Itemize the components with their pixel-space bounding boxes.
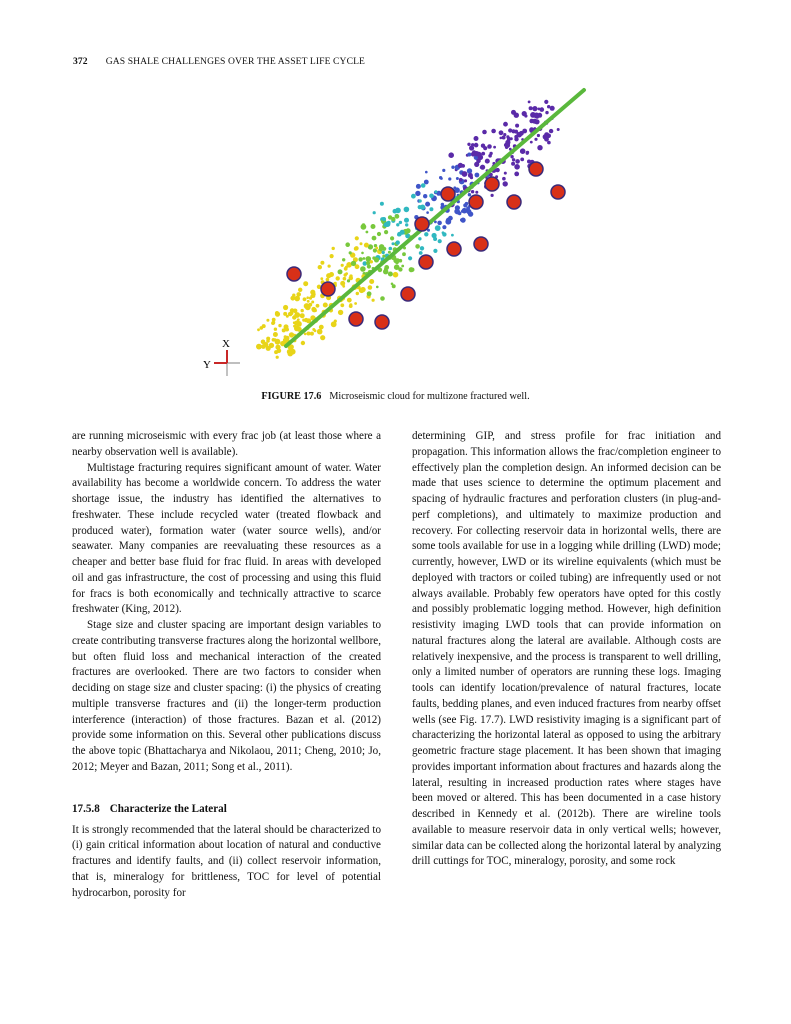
microseismic-event <box>519 131 524 136</box>
microseismic-event <box>401 265 404 268</box>
microseismic-event <box>370 260 373 263</box>
microseismic-event <box>391 217 395 221</box>
microseismic-event <box>304 333 307 336</box>
microseismic-event <box>342 258 345 261</box>
microseismic-event <box>356 292 359 295</box>
microseismic-event <box>396 223 399 226</box>
microseismic-event <box>277 349 282 354</box>
microseismic-event <box>355 264 360 269</box>
microseismic-event <box>398 267 402 271</box>
microseismic-event <box>397 233 400 236</box>
microseismic-event <box>480 165 485 170</box>
microseismic-figure <box>196 84 596 384</box>
microseismic-event <box>540 107 545 112</box>
microseismic-event <box>278 324 281 327</box>
paragraph: determining GIP, and stress profile for frac initiation and propagation. This information allows the frac/completion engineer to effectively plan the completion design. An informed decision can be made that uses science to determine the optimum placement and spacing of hydraulic fractures and perforation clusters (in plug-and-perf completions), and ultimately to maximize production and recovery. For collecting reservoir data in horizontal wells, there are some tools available for use in a logging while drilling (LWD) mode; currently, however, LWD or its wireline equivalents (which must be deployed with tractors or coiled tubing) are infrequently used or not always available. Probably few operators have opted for this costly and possibly problematic logging method. However, high definition resistivity imaging LWD tools that can provide information on natural fractures along the lateral are available. Although costs are relatively inexpensive, and the process is transparent to well drilling, only a limited number of operators are running these logs. Imaging tools can identify location/prevalence of natural fractures, locate faults, bedding planes, and even induced fractures from nearby offset wells (see Fig. 17.7). LWD resistivity imaging is a significant part of characterizing the horizontal lateral as opposed to using the arbitrary geometric fracture stage placement. It has been shown that imaging provides important information about fractures and hazards along the lateral, resulting in increased production rates where stages have been moved or altered. This has been documented in a case history described in Kennedy et al. (2012b). There are wireline tools available to measure reservoir data in only vertical wells; however, similar data can be collected along the horizontal lateral by analyzing drill cuttings for TOC, mineralogy, porosity, and some rock <box>412 430 721 868</box>
microseismic-event <box>421 183 426 188</box>
microseismic-event <box>460 218 463 221</box>
microseismic-event <box>323 303 328 308</box>
section-title: Characterize the Lateral <box>109 802 227 815</box>
microseismic-event <box>389 247 393 251</box>
microseismic-event <box>382 217 386 221</box>
microseismic-event <box>256 344 262 350</box>
frac-stage-marker <box>447 242 461 256</box>
paragraph: are running microseismic with every frac job (at least those where a nearby observation well is available). <box>72 430 381 458</box>
microseismic-event <box>420 246 424 250</box>
microseismic-event <box>318 265 322 269</box>
microseismic-event <box>276 356 279 359</box>
microseismic-event <box>360 242 363 245</box>
microseismic-event <box>468 193 471 196</box>
microseismic-event <box>311 301 314 304</box>
microseismic-event <box>347 279 350 282</box>
microseismic-event <box>502 177 506 181</box>
microseismic-event <box>384 222 388 226</box>
microseismic-event <box>451 234 454 237</box>
microseismic-event <box>293 321 296 324</box>
microseismic-event <box>466 209 471 214</box>
microseismic-event <box>448 216 453 221</box>
microseismic-event <box>471 143 474 146</box>
left-column <box>72 429 381 901</box>
microseismic-event <box>395 208 401 214</box>
microseismic-event <box>316 304 320 308</box>
microseismic-event <box>418 237 421 240</box>
microseismic-event <box>485 159 490 164</box>
microseismic-event <box>532 106 537 111</box>
microseismic-event <box>360 266 366 272</box>
running-title: GAS SHALE CHALLENGES OVER THE ASSET LIFE CYCLE <box>105 56 365 67</box>
microseismic-event <box>461 164 465 168</box>
microseismic-event <box>311 307 316 312</box>
microseismic-event <box>257 328 260 331</box>
microseismic-event <box>282 328 286 332</box>
microseismic-event <box>433 237 437 241</box>
microseismic-event <box>310 290 315 295</box>
microseismic-event <box>514 135 518 139</box>
microseismic-event <box>345 266 348 269</box>
microseismic-event <box>393 272 399 278</box>
microseismic-event <box>288 312 293 317</box>
microseismic-event <box>332 247 335 250</box>
microseismic-event <box>483 146 487 150</box>
microseismic-event <box>530 141 533 144</box>
microseismic-event <box>390 236 394 240</box>
microseismic-event <box>382 255 385 258</box>
microseismic-event <box>382 251 385 254</box>
microseismic-event <box>534 138 537 141</box>
microseismic-event <box>503 133 506 136</box>
microseismic-event <box>537 134 540 137</box>
microseismic-event <box>504 172 507 175</box>
microseismic-event <box>424 180 429 185</box>
microseismic-event <box>475 191 478 194</box>
microseismic-event <box>377 232 381 236</box>
microseismic-event <box>537 145 542 150</box>
microseismic-event <box>319 325 324 330</box>
microseismic-event <box>320 261 324 265</box>
microseismic-event <box>510 155 513 158</box>
microseismic-event <box>474 136 479 141</box>
frac-stage-marker <box>415 217 429 231</box>
microseismic-event <box>367 264 371 268</box>
microseismic-event <box>505 142 511 148</box>
microseismic-event <box>320 277 323 280</box>
microseismic-event <box>426 211 429 214</box>
microseismic-event <box>514 172 519 177</box>
microseismic-event <box>349 251 352 254</box>
microseismic-event <box>400 230 405 235</box>
horizontal-wellbore <box>286 90 584 346</box>
microseismic-event <box>526 152 529 155</box>
microseismic-event <box>309 297 312 300</box>
microseismic-event <box>340 281 345 286</box>
microseismic-event <box>289 332 294 337</box>
microseismic-event <box>545 111 548 114</box>
microseismic-event <box>263 342 268 347</box>
microseismic-event <box>307 332 311 336</box>
paragraph: Stage size and cluster spacing are important design variables to create contributing transverse fractures along the horizontal wellbore, but often fluid loss and mechanical interaction of the created fractures are overlooked. There are two factors to consider when deciding on stage size and cluster spacing: (i) the physics of creating multiple transverse fractures and (ii) the longer-term production interference (interaction) of those fractures. Bazan et al. (2012) provide some information on this. Several other publications discuss the above topic (Bhattacharya and Nikolaou, 2011; Cheng, 2010; Jo, 2012; Meyer and Bazan, 2011; Song et al., 2011). <box>72 619 381 773</box>
microseismic-event <box>439 176 442 179</box>
microseismic-event <box>298 288 302 292</box>
microseismic-event <box>438 239 442 243</box>
microseismic-event <box>459 178 463 182</box>
microseismic-event <box>399 221 402 224</box>
microseismic-event <box>514 164 520 170</box>
microseismic-event <box>330 254 334 258</box>
microseismic-event <box>374 257 379 262</box>
microseismic-event <box>275 311 279 315</box>
axis-x-label: X <box>222 338 230 350</box>
microseismic-event <box>416 184 421 189</box>
microseismic-event <box>420 205 425 210</box>
microseismic-event <box>464 179 467 182</box>
microseismic-event <box>511 162 515 166</box>
paragraph: Multistage fracturing requires significant amount of water. Water availability has become a worldwide concern. To address the water shortage issue, the industry has identified the alternatives to freshwater. These include recycled water (treated flowback and produced water), formation water (water source wells), and/or seawater. Many companies are reevaluating these resources as a cheaper and better base fluid for frac fluid. In areas with developed oil and gas infrastructure, the cost of processing and using this fluid for fracs is both economically and technically attractive to scarce freshwater (King, 2012). <box>72 461 381 616</box>
frac-stage-marker <box>485 177 499 191</box>
microseismic-event <box>272 338 276 342</box>
microseismic-event <box>283 305 288 310</box>
microseismic-event <box>419 251 423 255</box>
section-number: 17.5.8 <box>72 802 100 815</box>
microseismic-event <box>372 236 377 241</box>
microseismic-event <box>454 209 460 215</box>
frac-stage-marker <box>469 195 483 209</box>
microseismic-event <box>456 177 459 180</box>
microseismic-event <box>345 272 348 275</box>
microseismic-event <box>307 300 310 303</box>
microseismic-event <box>503 181 508 186</box>
microseismic-event <box>320 335 325 340</box>
microseismic-event <box>343 277 347 281</box>
running-header <box>73 56 365 67</box>
microseismic-event <box>488 154 492 158</box>
microseismic-event <box>402 252 406 256</box>
microseismic-event <box>425 202 430 207</box>
microseismic-event <box>557 128 560 131</box>
microseismic-event <box>424 232 428 236</box>
microseismic-event <box>305 304 311 310</box>
frac-stage-marker <box>349 312 363 326</box>
figure-caption-text: Microseismic cloud for multizone fractured well. <box>329 391 530 402</box>
axis-triad <box>203 338 240 376</box>
microseismic-event <box>434 190 437 193</box>
microseismic-event <box>470 176 473 179</box>
microseismic-event <box>361 252 364 255</box>
microseismic-event <box>391 283 394 286</box>
microseismic-event <box>349 303 352 306</box>
microseismic-event <box>493 146 496 149</box>
figure-label: FIGURE 17.6 <box>261 391 322 402</box>
microseismic-event <box>435 225 441 231</box>
microseismic-event <box>433 249 437 253</box>
microseismic-event <box>451 166 454 169</box>
frac-stage-marker <box>401 287 415 301</box>
microseismic-event <box>467 153 471 157</box>
microseismic-event <box>272 318 276 322</box>
microseismic-event <box>375 247 378 250</box>
microseismic-event <box>340 303 344 307</box>
microseismic-event <box>380 202 384 206</box>
microseismic-event <box>300 313 305 318</box>
microseismic-event <box>448 152 454 158</box>
microseismic-event <box>528 101 531 104</box>
microseismic-event <box>363 257 366 260</box>
section-heading <box>72 801 381 817</box>
microseismic-event <box>481 152 485 156</box>
microseismic-event <box>338 269 343 274</box>
microseismic-event <box>520 158 524 162</box>
microseismic-event <box>384 265 389 270</box>
microseismic-event <box>533 119 538 124</box>
axis-y-label: Y <box>203 359 211 371</box>
microseismic-event <box>476 159 481 164</box>
microseismic-event <box>529 106 533 110</box>
frac-stage-marker <box>375 315 389 329</box>
microseismic-event <box>336 276 340 280</box>
microseismic-event <box>303 281 308 286</box>
microseismic-event <box>429 207 433 211</box>
microseismic-event <box>410 268 414 272</box>
microseismic-event <box>425 171 428 174</box>
microseismic-event <box>515 124 519 128</box>
paragraph: It is strongly recommended that the lateral should be characterized to (i) gain critical information about location of natural and conductive fractures and identify faults, and (ii) collect reservoir information, that is, mineralogy for brittleness, TOC for level of potential hydrocarbon, porosity for <box>72 823 381 899</box>
microseismic-event <box>396 240 400 244</box>
microseismic-event <box>520 148 526 154</box>
microseismic-event <box>437 221 442 226</box>
microseismic-event <box>331 321 337 327</box>
microseismic-event <box>487 144 492 149</box>
microseismic-event <box>442 232 446 236</box>
microseismic-event <box>467 143 470 146</box>
page-number: 372 <box>73 56 88 67</box>
microseismic-event <box>368 285 373 290</box>
frac-stage-marker <box>529 162 543 176</box>
microseismic-event <box>491 194 494 197</box>
microseismic-event <box>281 342 284 345</box>
microseismic-event <box>273 332 278 337</box>
microseismic-event <box>366 231 369 234</box>
frac-stage-marker <box>321 282 335 296</box>
microseismic-event <box>345 242 350 247</box>
microseismic-event <box>306 296 309 299</box>
microseismic-event <box>317 329 323 335</box>
microseismic-event <box>395 214 400 219</box>
microseismic-event <box>372 299 375 302</box>
microseismic-event <box>295 298 298 301</box>
microseismic-event <box>442 169 445 172</box>
microseismic-event <box>260 326 264 330</box>
microseismic-event <box>288 351 293 356</box>
microseismic-event <box>376 286 379 289</box>
microseismic-event <box>442 225 446 229</box>
frac-stage-marker <box>507 195 521 209</box>
microseismic-event <box>371 224 376 229</box>
microseismic-event <box>367 291 372 296</box>
microseismic-event <box>379 247 383 251</box>
microseismic-event <box>338 310 343 315</box>
microseismic-event <box>358 257 362 261</box>
microseismic-event <box>408 256 412 260</box>
microseismic-event <box>547 141 551 145</box>
microseismic-event <box>404 207 410 213</box>
microseismic-event <box>404 218 409 223</box>
microseismic-event <box>380 296 385 301</box>
microseismic-event <box>388 272 393 277</box>
microseismic-event <box>312 328 315 331</box>
frac-stage-marker <box>474 237 488 251</box>
microseismic-event <box>303 297 307 301</box>
microseismic-event <box>326 278 330 282</box>
microseismic-event <box>310 332 314 336</box>
microseismic-event <box>423 194 427 198</box>
microseismic-event <box>347 298 352 303</box>
microseismic-event <box>304 318 308 322</box>
microseismic-event <box>328 265 331 268</box>
frac-stage-marker <box>441 187 455 201</box>
microseismic-event <box>405 223 408 226</box>
microseismic-event <box>290 296 295 301</box>
microseismic-event <box>415 244 420 249</box>
microseismic-event <box>471 190 474 193</box>
microseismic-event <box>415 191 420 196</box>
microseismic-event <box>360 287 365 292</box>
microseismic-event <box>467 168 472 173</box>
microseismic-event <box>411 194 416 199</box>
microseismic-event <box>499 130 504 135</box>
microseismic-event <box>341 264 344 267</box>
microseismic-event <box>546 134 551 139</box>
microseismic-event <box>482 130 487 135</box>
microseismic-event <box>544 100 548 104</box>
microseismic-event <box>429 194 434 199</box>
frac-stage-marker <box>551 185 565 199</box>
microseismic-event <box>399 259 403 263</box>
microseismic-event <box>550 106 555 111</box>
microseismic-event <box>373 211 376 214</box>
microseismic-event <box>293 309 298 314</box>
figure-caption <box>0 391 791 402</box>
microseismic-event <box>448 177 451 180</box>
frac-stage-marker <box>287 267 301 281</box>
microseismic-event <box>514 130 518 134</box>
microseismic-events <box>256 100 560 359</box>
microseismic-plot <box>196 84 596 384</box>
microseismic-event <box>507 137 511 141</box>
microseismic-event <box>369 279 374 284</box>
microseismic-event <box>463 203 467 207</box>
microseismic-event <box>274 328 277 331</box>
microseismic-event <box>269 343 274 348</box>
microseismic-event <box>354 302 357 305</box>
microseismic-event <box>474 143 479 148</box>
microseismic-event <box>503 122 508 127</box>
microseismic-event <box>515 159 520 164</box>
microseismic-event <box>522 111 527 116</box>
microseismic-event <box>362 223 365 226</box>
microseismic-event <box>384 230 388 234</box>
microseismic-event <box>301 341 305 345</box>
microseismic-event <box>364 243 369 248</box>
microseismic-event <box>475 173 480 178</box>
microseismic-event <box>514 113 519 118</box>
microseismic-event <box>474 151 479 156</box>
microseismic-event <box>393 258 398 263</box>
microseismic-event <box>462 171 468 177</box>
frac-stage-markers <box>287 162 565 329</box>
microseismic-event <box>326 273 331 278</box>
microseismic-event <box>354 246 358 250</box>
microseismic-event <box>355 236 359 240</box>
right-column <box>412 429 721 870</box>
microseismic-event <box>534 115 537 118</box>
microseismic-event <box>266 319 269 322</box>
microseismic-event <box>419 199 422 202</box>
microseismic-event <box>301 309 304 312</box>
microseismic-event <box>392 242 395 245</box>
microseismic-event <box>549 129 553 133</box>
microseismic-event <box>512 158 515 161</box>
microseismic-event <box>388 251 391 254</box>
microseismic-event <box>491 129 496 134</box>
frac-stage-marker <box>419 255 433 269</box>
